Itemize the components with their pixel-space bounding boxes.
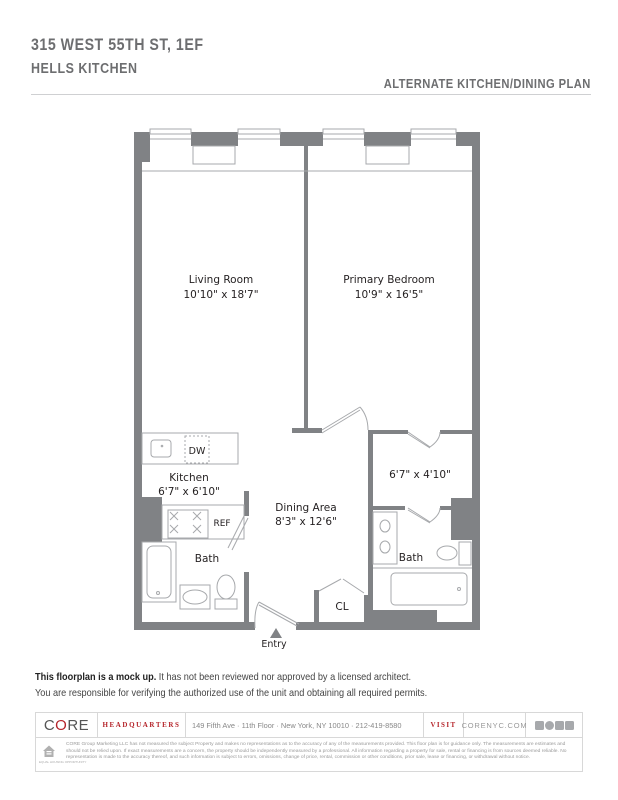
entry-label: Entry	[261, 639, 287, 650]
footer	[35, 712, 583, 772]
refrigerator-label: REF	[213, 519, 231, 529]
disclaimer-line2: You are responsible for verifying the authorized use of the unit and obtaining all required permits.	[35, 688, 428, 699]
equal-housing-icon	[42, 744, 56, 758]
core-logo[interactable]	[36, 713, 98, 737]
kitchen-dimensions: 6'7" x 6'10"	[158, 486, 220, 498]
plan-name: ALTERNATE KITCHEN/DINING PLAN	[383, 76, 591, 91]
listing-address: 315 WEST 55TH ST, 1EF	[31, 36, 204, 54]
kitchen-name: Kitchen	[169, 472, 209, 484]
bath-2-label: Bath	[398, 552, 424, 564]
legal-text: CORE Group Marketing LLC has not measured the subject Property and makes no representations as to the accuracy of any of the measurements provided. This floor plan is for guidance only. The measurements are estimates and should not be relied upon. If exact measurements are a concern, the property should be independently measured by a professional. All information regarding a property for sale, rental or financing is from sources deemed reliable. No representation is made to the accuracy thereof, and such information is subject to errors, omissions, change of price, rental, commission or other conditions, prior sale, lease or financing, or withdrawal without notice.	[66, 742, 567, 760]
dining-name: Dining Area	[275, 502, 337, 514]
logo-o: O	[55, 716, 68, 734]
youtube-icon[interactable]	[565, 721, 574, 730]
hq-address: 149 Fifth Ave · 11th Floor · New York, NY 10010 · 212-419-8580	[186, 713, 424, 737]
instagram-icon[interactable]	[555, 721, 564, 730]
facebook-icon[interactable]	[535, 721, 544, 730]
website-link[interactable]: CORENYC.COM	[464, 713, 526, 737]
bedroom-name: Primary Bedroom	[343, 274, 435, 286]
social-links	[526, 713, 582, 737]
entry-arrow-icon	[270, 628, 282, 638]
dining-dimensions: 8'3" x 12'6"	[275, 516, 337, 528]
visit-label: VISIT	[424, 713, 464, 737]
logo-c: C	[43, 716, 56, 734]
disclaimer-bold: This floorplan is a mock up.	[35, 672, 157, 683]
disclaimer	[35, 670, 427, 702]
walls	[134, 132, 480, 630]
legal-row	[36, 738, 582, 772]
neighborhood: HELLS KITCHEN	[31, 61, 138, 77]
footer-contact-row	[36, 713, 582, 738]
headquarters-label: HEADQUARTERS	[98, 713, 186, 737]
closet-label: CL	[335, 601, 349, 613]
living-room-dimensions: 10'10" x 18'7"	[183, 289, 259, 301]
disclaimer-line1: It has not been reviewed nor approved by a licensed architect.	[156, 672, 412, 683]
equal-housing-label: EQUAL HOUSING OPPORTUNITY	[39, 760, 87, 764]
closet-room-dimensions: 6'7" x 4'10"	[389, 469, 451, 481]
twitter-icon[interactable]	[545, 721, 554, 730]
living-room-name: Living Room	[188, 274, 254, 286]
logo-re: RE	[67, 716, 90, 734]
bedroom-dimensions: 10'9" x 16'5"	[354, 289, 424, 301]
bath-1-label: Bath	[194, 553, 220, 565]
dishwasher-label: DW	[188, 446, 206, 457]
